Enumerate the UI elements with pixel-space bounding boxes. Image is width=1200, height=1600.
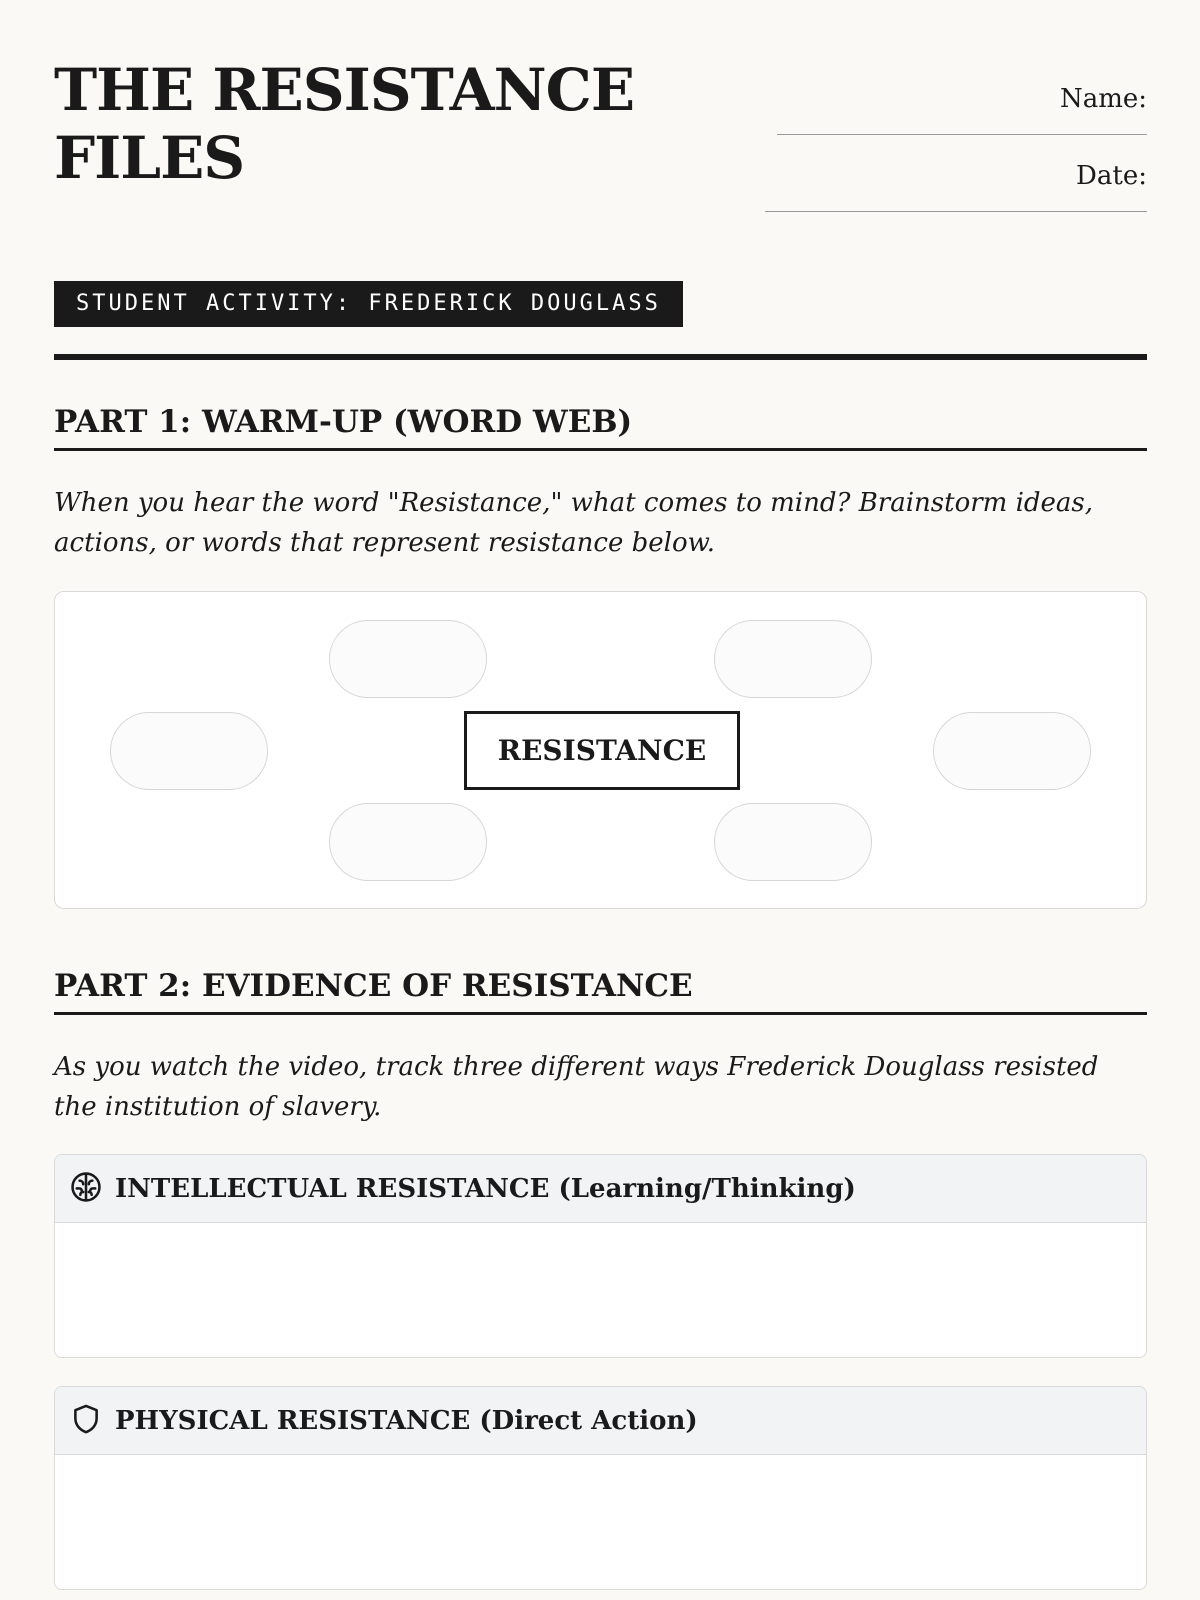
brain-icon: [69, 1170, 103, 1208]
activity-badge: STUDENT ACTIVITY: FREDERICK DOUGLASS: [54, 281, 683, 327]
card-title: PHYSICAL RESISTANCE (Direct Action): [115, 1405, 698, 1436]
word-web-bubble-right[interactable]: [933, 712, 1091, 790]
student-info: [747, 82, 1147, 212]
part1-title: PART 1: WARM-UP (WORD WEB): [54, 404, 1147, 451]
card-header: [55, 1155, 1146, 1223]
word-web-bubble-top-left[interactable]: [329, 620, 487, 698]
date-label: Date:: [1076, 161, 1147, 191]
part2-title: PART 2: EVIDENCE OF RESISTANCE: [54, 968, 1147, 1015]
card-title: INTELLECTUAL RESISTANCE (Learning/Thinking): [115, 1173, 856, 1204]
name-field[interactable]: [777, 134, 1147, 135]
intellectual-resistance-card: [54, 1154, 1147, 1358]
physical-resistance-card: [54, 1386, 1147, 1590]
card-header: [55, 1387, 1146, 1455]
part1-instructions: When you hear the word "Resistance," what comes to mind? Brainstorm ideas, actions, or words that represent resistance below.: [54, 488, 1094, 558]
word-web-bubble-bottom-right[interactable]: [714, 803, 872, 881]
answer-area[interactable]: [55, 1223, 1146, 1357]
page-title: [54, 56, 674, 192]
worksheet-page: [54, 0, 1147, 1600]
word-web: [54, 591, 1147, 909]
date-field[interactable]: [765, 211, 1147, 212]
header-divider: [54, 354, 1147, 360]
name-label: Name:: [1059, 84, 1147, 114]
word-web-bubble-top-right[interactable]: [714, 620, 872, 698]
word-web-center: RESISTANCE: [464, 711, 740, 790]
part2-instructions: As you watch the video, track three different ways Frederick Douglass resisted the institution of slavery.: [54, 1052, 1099, 1122]
title-line-1: THE RESISTANCE: [54, 56, 635, 124]
word-web-bubble-left[interactable]: [110, 712, 268, 790]
answer-area[interactable]: [55, 1455, 1146, 1589]
shield-icon: [69, 1402, 103, 1440]
title-line-2: FILES: [54, 124, 245, 192]
word-web-bubble-bottom-left[interactable]: [329, 803, 487, 881]
